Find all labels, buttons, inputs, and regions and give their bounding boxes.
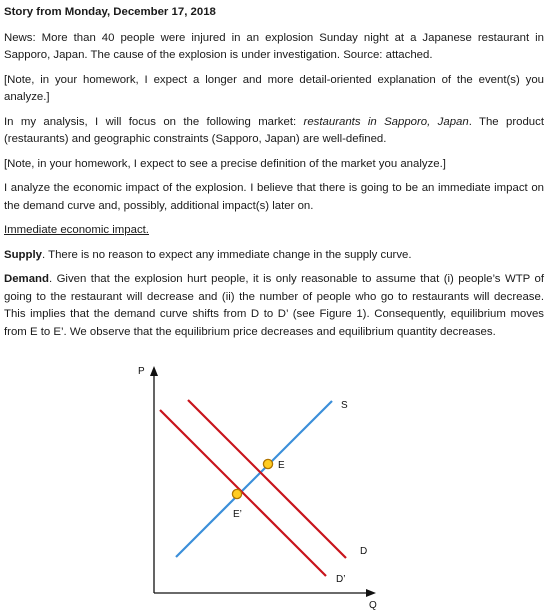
document-body bbox=[4, 0, 544, 348]
story-title: Story from Monday, December 17, 2018 bbox=[4, 6, 216, 18]
demand-curve-label: D bbox=[360, 546, 368, 557]
x-axis-arrow-icon bbox=[366, 589, 376, 597]
figure-svg bbox=[130, 360, 390, 611]
supply-text: . There is no reason to expect any immediate change in the supply curve. bbox=[41, 248, 412, 261]
market-name: restaurants in Sapporo, Japan bbox=[303, 115, 469, 128]
equilibrium-point bbox=[263, 459, 272, 468]
equilibrium-label: E bbox=[278, 460, 285, 471]
shifted-equilibrium-label: E’ bbox=[233, 509, 242, 520]
demand-paragraph bbox=[4, 271, 544, 341]
supply-curve-label: S bbox=[341, 400, 348, 411]
homework-note-market: [Note, in your homework, I expect to see a precise definition of the market you analyze.] bbox=[4, 157, 446, 170]
demand-curve bbox=[188, 400, 346, 558]
market-paragraph bbox=[4, 114, 544, 149]
x-axis-label: Q bbox=[369, 600, 377, 611]
shifted-equilibrium-point bbox=[232, 489, 241, 498]
supply-paragraph bbox=[4, 247, 544, 265]
y-axis-arrow-icon bbox=[150, 366, 158, 376]
market-suffix: . The product (restaurants) and geographic constraints (Sapporo, Japan) are well-defined. bbox=[4, 115, 544, 145]
demand-text: . Given that the explosion hurt people, it is only reasonable to assume that (i) people’s WTP of going to the restaurant will decrease and (ii) the number of people who go to restaurants will decrease. This implies that the demand curve shifts from D to D’ (see Figure 1). Consequently, equilibrium moves from E to E’. We observe that the equilibrium price decreases and equilibrium quantity decreases. bbox=[4, 273, 544, 338]
supply-demand-figure bbox=[130, 360, 390, 611]
shifted-demand-curve bbox=[160, 410, 326, 576]
supply-label: Supply bbox=[4, 248, 42, 261]
supply-curve bbox=[176, 401, 332, 557]
immediate-impact-heading: Immediate economic impact. bbox=[4, 224, 149, 236]
homework-note-explanation: [Note, in your homework, I expect a longer and more detail-oriented explanation of the event(s) you analyze.] bbox=[4, 73, 544, 103]
shifted-demand-curve-label: D’ bbox=[336, 574, 346, 585]
news-paragraph: News: More than 40 people were injured in an explosion Sunday night at a Japanese restaurant in Sapporo, Japan. The cause of the explosion is under investigation. Source: attached. bbox=[4, 31, 544, 61]
impact-intro-paragraph: I analyze the economic impact of the explosion. I believe that there is going to be an immediate impact on the demand curve and, possibly, additional impact(s) later on. bbox=[4, 182, 544, 212]
market-prefix: In my analysis, I will focus on the following market: bbox=[4, 115, 304, 128]
demand-label: Demand bbox=[4, 273, 49, 285]
y-axis-label: P bbox=[138, 366, 145, 377]
